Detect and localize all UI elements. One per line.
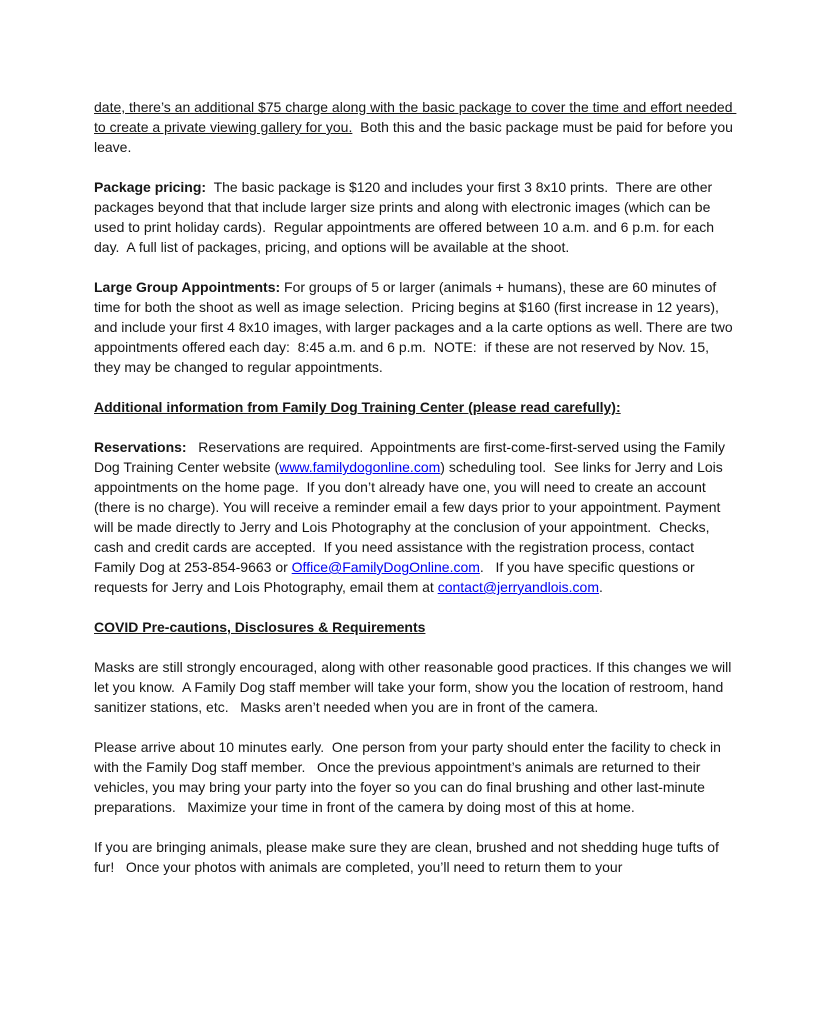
body-text: For groups of 5 or larger (animals + humans), these are 60 minutes of time for both the shoot as well as image selection. Pricing begins at $160 (first increase in 12 years), and include your first 4 8x10 images, with larger packages and a la carte options as well. There are two appointments offered each day: 8:45 a.m. and 6 p.m. NOTE: if these are not reserved by Nov. 15, they may be changed to regular appointments. [94,279,737,375]
paragraph-reservations [94,437,734,597]
body-text: . If you have specific questions or requests for Jerry and Lois Photography, email them at [94,559,699,595]
body-text: ) scheduling tool. See links for Jerry and Lois appointments on the home page. If you don’t already have one, you will need to create an account (there is no charge). You will receive a reminder email a few days prior to your appointment. Payment will be made directly to Jerry and Lois Photography at the conclusion of your appointment. Checks, cash and credit cards are accepted. If you need assistance with the registration process, contact Family Dog at 253-854-9663 or [94,459,727,575]
paragraph-arrival: Please arrive about 10 minutes early. One person from your party should enter the facility to check in with the Family Dog staff member. Once the previous appointment’s animals are returned to their vehicles, you may bring your party into the foyer so you can do final brushing and other last-minute preparations. Maximize your time in front of the camera by doing most of this at home. [94,739,725,815]
body-text: Reservations are required. Appointments are first-come-first-served using the Family Dog Training Center website ( [94,439,729,475]
link-contact-email[interactable]: contact@jerryandlois.com [437,579,599,595]
underlined-text: date, there’s an additional $75 charge along with the basic package to cover the time and effort needed to create a private viewing gallery for you. [94,99,737,135]
paragraph-package-pricing [94,177,734,257]
body-text: . [598,579,603,595]
bold-lead-large-group: Large Group Appointments: [94,279,281,295]
paragraph-masks: Masks are still strongly encouraged, along with other reasonable good practices. If this changes we will let you know. A Family Dog staff member will take your form, show you the location of restroom, hand sanitizer stations, etc. Masks aren’t needed when you are in front of the camera. [94,659,736,715]
paragraph-large-group [94,277,737,377]
bold-lead-package-pricing: Package pricing: [94,179,207,195]
body-text: Both this and the basic package must be paid for before you leave. [94,119,737,155]
body-text: The basic package is $120 and includes your first 3 8x10 prints. There are other packages beyond that that include larger size prints and along with electronic images (which can be used to print holiday cards). Regular appointments are offered between 10 a.m. and 6 p.m. for each day. A full list of packages, pricing, and options will be available at the shoot. [94,179,718,255]
paragraph-animals: If you are bringing animals, please make sure they are clean, brushed and not shedding huge tufts of fur! Once your photos with animals are completed, you’ll need to return them to your [94,839,723,875]
heading-covid: COVID Pre-cautions, Disclosures & Requirements [94,619,426,635]
bold-lead-reservations: Reservations: [94,439,187,455]
paragraph-gallery-fee [94,97,737,157]
heading-additional-info: Additional information from Family Dog Training Center (please read carefully): [94,399,621,415]
link-office-email[interactable]: Office@FamilyDogOnline.com [291,559,480,575]
link-familydogonline-website[interactable]: www.familydogonline.com [279,459,441,475]
